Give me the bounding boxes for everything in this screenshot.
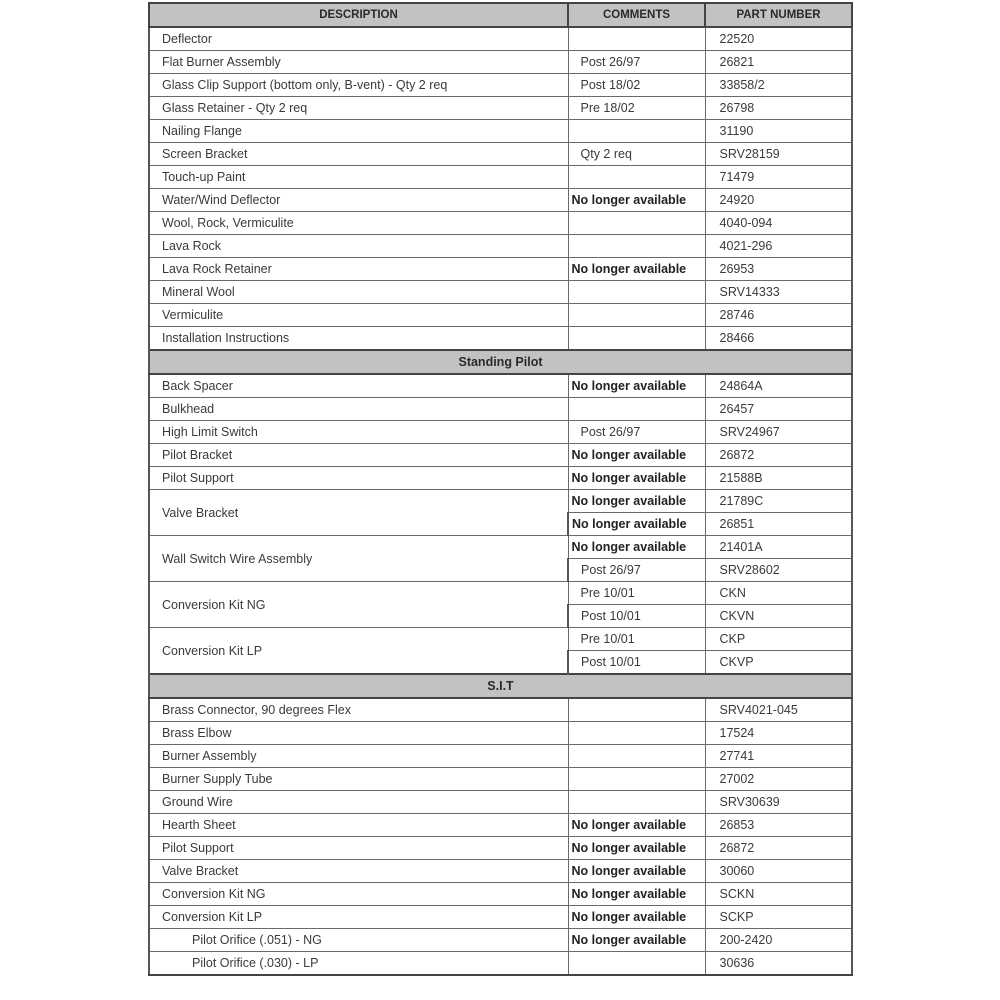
part-description: Valve Bracket [149,490,568,536]
part-description: Conversion Kit LP [149,906,568,929]
part-comment [568,398,705,421]
part-description: Hearth Sheet [149,814,568,837]
table-row [149,281,852,304]
part-description: Pilot Support [149,837,568,860]
part-comment: Pre 10/01 [568,582,705,605]
table-row [149,97,852,120]
part-number: 21401A [705,536,852,559]
table-row [149,698,852,722]
part-number: CKN [705,582,852,605]
part-number: 21588B [705,467,852,490]
part-number: 28746 [705,304,852,327]
table-row [149,952,852,976]
table-row [149,327,852,351]
part-number: 71479 [705,166,852,189]
part-number: 26457 [705,398,852,421]
part-description: Valve Bracket [149,860,568,883]
part-description: Glass Clip Support (bottom only, B-vent) - Qty 2 req [149,74,568,97]
table-row [149,536,852,559]
part-comment: No longer available [568,189,705,212]
part-comment: No longer available [568,860,705,883]
table-row [149,374,852,398]
table-row [149,74,852,97]
part-comment [568,327,705,351]
part-comment: Post 26/97 [568,559,705,582]
table-row [149,814,852,837]
part-description: Ground Wire [149,791,568,814]
part-comment: No longer available [568,444,705,467]
part-number: 27002 [705,768,852,791]
part-description: Wall Switch Wire Assembly [149,536,568,582]
part-description: Installation Instructions [149,327,568,351]
part-number: 30060 [705,860,852,883]
part-comment: Post 18/02 [568,74,705,97]
part-number: 26851 [705,513,852,536]
part-number: CKVP [705,651,852,675]
part-comment: No longer available [568,374,705,398]
part-comment: No longer available [568,513,705,536]
parts-table [148,2,853,976]
table-row [149,51,852,74]
part-description: Water/Wind Deflector [149,189,568,212]
table-row [149,883,852,906]
table-row [149,929,852,952]
part-number: 26953 [705,258,852,281]
part-comment: No longer available [568,837,705,860]
table-row [149,421,852,444]
table-row [149,745,852,768]
table-row [149,467,852,490]
part-number: 24920 [705,189,852,212]
part-comment: Qty 2 req [568,143,705,166]
part-comment: No longer available [568,536,705,559]
part-description: Burner Supply Tube [149,768,568,791]
part-comment [568,212,705,235]
table-row [149,490,852,513]
part-number: 26853 [705,814,852,837]
table-header [149,3,852,27]
part-number: 21789C [705,490,852,513]
section-header-row [149,674,852,698]
part-comment: Pre 10/01 [568,628,705,651]
part-description: Back Spacer [149,374,568,398]
part-number: 28466 [705,327,852,351]
part-description: Mineral Wool [149,281,568,304]
part-description: Flat Burner Assembly [149,51,568,74]
part-number: SRV28159 [705,143,852,166]
part-description: Vermiculite [149,304,568,327]
header-description: DESCRIPTION [149,3,568,27]
part-comment [568,952,705,976]
table-row [149,120,852,143]
part-number: 4040-094 [705,212,852,235]
table-row [149,628,852,651]
part-comment [568,166,705,189]
part-comment: Post 26/97 [568,421,705,444]
part-number: 200-2420 [705,929,852,952]
table-row [149,258,852,281]
part-number: SRV30639 [705,791,852,814]
part-comment: Post 10/01 [568,605,705,628]
part-comment [568,745,705,768]
part-description: Nailing Flange [149,120,568,143]
table-row [149,235,852,258]
part-comment: Pre 18/02 [568,97,705,120]
part-description: Lava Rock [149,235,568,258]
table-row [149,212,852,235]
part-description: Lava Rock Retainer [149,258,568,281]
part-number: 27741 [705,745,852,768]
part-description: Brass Elbow [149,722,568,745]
table-row [149,27,852,51]
part-description: Burner Assembly [149,745,568,768]
part-description: Screen Bracket [149,143,568,166]
part-description: Conversion Kit NG [149,883,568,906]
part-comment [568,120,705,143]
part-number: SRV28602 [705,559,852,582]
part-number: 26872 [705,444,852,467]
section-title: S.I.T [149,674,852,698]
part-description: Pilot Orifice (.051) - NG [149,929,568,952]
part-comment: No longer available [568,929,705,952]
table-row [149,304,852,327]
part-number: SCKN [705,883,852,906]
part-comment: No longer available [568,814,705,837]
part-number: 31190 [705,120,852,143]
table-row [149,398,852,421]
part-comment: No longer available [568,258,705,281]
part-description: Wool, Rock, Vermiculite [149,212,568,235]
table-row [149,444,852,467]
table-row [149,582,852,605]
part-description: Deflector [149,27,568,51]
part-comment: Post 10/01 [568,651,705,675]
table-row [149,860,852,883]
part-number: 4021-296 [705,235,852,258]
table-row [149,166,852,189]
part-description: Touch-up Paint [149,166,568,189]
header-comments: COMMENTS [568,3,705,27]
part-comment: No longer available [568,467,705,490]
part-number: CKVN [705,605,852,628]
part-comment [568,304,705,327]
part-comment: No longer available [568,906,705,929]
part-description: Pilot Bracket [149,444,568,467]
part-comment: No longer available [568,883,705,906]
part-comment [568,281,705,304]
part-number: SCKP [705,906,852,929]
table-row [149,722,852,745]
table-row [149,143,852,166]
part-number: SRV14333 [705,281,852,304]
part-comment [568,791,705,814]
part-description: Conversion Kit LP [149,628,568,675]
part-number: 26798 [705,97,852,120]
table-row [149,906,852,929]
part-description: Pilot Orifice (.030) - LP [149,952,568,976]
part-number: 17524 [705,722,852,745]
part-description: Brass Connector, 90 degrees Flex [149,698,568,722]
part-description: Glass Retainer - Qty 2 req [149,97,568,120]
section-title: Standing Pilot [149,350,852,374]
part-number: SRV4021-045 [705,698,852,722]
part-comment [568,722,705,745]
part-number: SRV24967 [705,421,852,444]
part-number: 26872 [705,837,852,860]
part-description: Pilot Support [149,467,568,490]
header-part-number: PART NUMBER [705,3,852,27]
part-comment [568,235,705,258]
part-number: 22520 [705,27,852,51]
part-number: 24864A [705,374,852,398]
part-number: CKP [705,628,852,651]
table-row [149,837,852,860]
table-body [149,27,852,975]
part-comment [568,27,705,51]
part-description: Conversion Kit NG [149,582,568,628]
section-header-row [149,350,852,374]
part-comment: No longer available [568,490,705,513]
part-number: 30636 [705,952,852,976]
part-number: 33858/2 [705,74,852,97]
table-row [149,768,852,791]
part-comment [568,698,705,722]
part-description: High Limit Switch [149,421,568,444]
part-description: Bulkhead [149,398,568,421]
table-row [149,791,852,814]
part-comment: Post 26/97 [568,51,705,74]
table-row [149,189,852,212]
part-number: 26821 [705,51,852,74]
part-comment [568,768,705,791]
